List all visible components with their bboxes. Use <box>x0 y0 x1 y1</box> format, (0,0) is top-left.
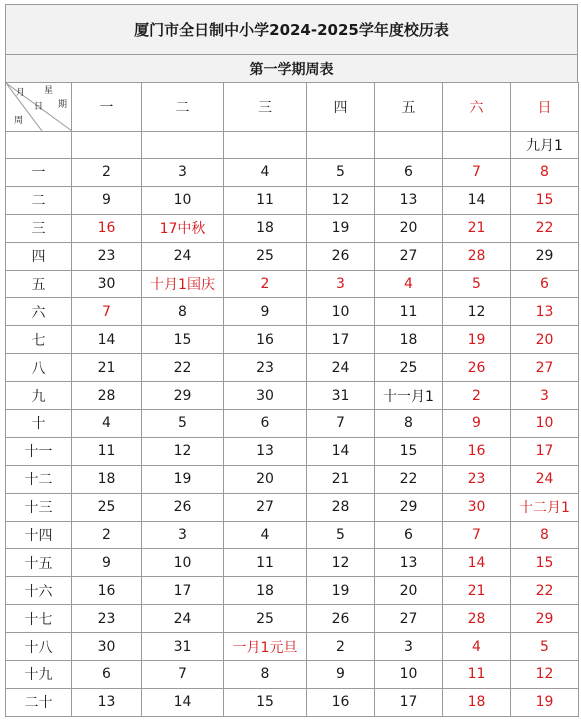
day-cell: 24 <box>142 605 224 633</box>
day-cell: 29 <box>142 382 224 410</box>
corner-period-label: 期 <box>58 100 68 110</box>
week-number-cell: 八 <box>6 354 72 382</box>
day-cell: 17 <box>511 437 579 465</box>
day-cell: 31 <box>142 633 224 661</box>
pre-week-row <box>6 132 579 159</box>
day-cell: 28 <box>443 242 511 270</box>
calendar-body <box>6 132 579 717</box>
day-cell: 21 <box>443 214 511 242</box>
week-number-cell: 一 <box>6 159 72 187</box>
week-number-cell: 三 <box>6 214 72 242</box>
header-row <box>6 83 579 132</box>
day-cell: 30 <box>72 270 142 298</box>
week-row <box>6 437 579 465</box>
week-row <box>6 159 579 187</box>
week-cell <box>6 132 72 159</box>
day-cell: 9 <box>307 661 375 689</box>
day-cell: 9 <box>72 186 142 214</box>
day-cell: 9 <box>443 410 511 438</box>
week-number-cell: 十八 <box>6 633 72 661</box>
day-cell: 18 <box>72 465 142 493</box>
day-cell: 16 <box>72 577 142 605</box>
day-cell: 26 <box>307 605 375 633</box>
day-cell: 十月1国庆 <box>142 270 224 298</box>
day-cell: 6 <box>72 661 142 689</box>
day-cell: 16 <box>307 688 375 716</box>
school-calendar <box>5 4 578 717</box>
day-cell: 31 <box>307 382 375 410</box>
day-cell: 一月1元旦 <box>224 633 307 661</box>
day-cell: 14 <box>443 186 511 214</box>
week-row <box>6 382 579 410</box>
calendar-table <box>5 82 579 717</box>
week-row <box>6 186 579 214</box>
day-cell: 12 <box>307 549 375 577</box>
day-cell: 16 <box>443 437 511 465</box>
day-cell: 15 <box>224 688 307 716</box>
day-cell: 5 <box>443 270 511 298</box>
day-cell: 27 <box>511 354 579 382</box>
day-cell: 11 <box>224 549 307 577</box>
day-cell: 12 <box>307 186 375 214</box>
week-number-cell: 十五 <box>6 549 72 577</box>
day-cell: 25 <box>72 493 142 521</box>
day-cell: 5 <box>307 521 375 549</box>
day-cell: 19 <box>443 326 511 354</box>
day-cell: 18 <box>443 688 511 716</box>
day-cell: 13 <box>375 549 443 577</box>
day-cell: 6 <box>375 159 443 187</box>
week-number-cell: 五 <box>6 270 72 298</box>
day-cell: 7 <box>72 298 142 326</box>
day-cell: 10 <box>142 549 224 577</box>
day-cell: 29 <box>511 605 579 633</box>
weekday-header-fri: 五 <box>375 83 443 132</box>
day-cell: 26 <box>307 242 375 270</box>
day-cell: 23 <box>72 605 142 633</box>
day-cell: 2 <box>72 521 142 549</box>
day-cell: 11 <box>72 437 142 465</box>
day-cell: 27 <box>375 605 443 633</box>
day-cell: 18 <box>224 577 307 605</box>
day-cell: 22 <box>375 465 443 493</box>
day-cell: 2 <box>224 270 307 298</box>
day-cell: 14 <box>307 437 375 465</box>
weekday-header-tue: 二 <box>142 83 224 132</box>
weekday-header-mon: 一 <box>72 83 142 132</box>
day-cell: 25 <box>375 354 443 382</box>
week-row <box>6 521 579 549</box>
day-cell: 11 <box>224 186 307 214</box>
day-cell: 28 <box>443 605 511 633</box>
day-cell: 九月1 <box>511 132 579 159</box>
day-cell: 5 <box>511 633 579 661</box>
day-cell: 19 <box>142 465 224 493</box>
week-row <box>6 605 579 633</box>
week-number-cell: 十三 <box>6 493 72 521</box>
day-cell: 23 <box>443 465 511 493</box>
corner-month-label: 月 <box>16 88 26 98</box>
week-row <box>6 298 579 326</box>
day-cell: 24 <box>511 465 579 493</box>
day-cell: 8 <box>375 410 443 438</box>
day-cell: 28 <box>307 493 375 521</box>
week-number-cell: 十七 <box>6 605 72 633</box>
day-cell: 25 <box>224 242 307 270</box>
week-row <box>6 688 579 716</box>
day-cell: 22 <box>511 214 579 242</box>
day-cell: 17 <box>307 326 375 354</box>
day-cell: 18 <box>375 326 443 354</box>
day-cell: 19 <box>511 688 579 716</box>
corner-day-label: 日 <box>34 102 44 112</box>
day-cell: 21 <box>443 577 511 605</box>
day-cell: 8 <box>511 521 579 549</box>
day-cell: 6 <box>511 270 579 298</box>
day-cell: 4 <box>72 410 142 438</box>
day-cell: 17 <box>142 577 224 605</box>
page-title: 厦门市全日制中小学2024-2025学年度校历表 <box>5 4 578 54</box>
day-cell: 4 <box>443 633 511 661</box>
day-cell: 3 <box>142 521 224 549</box>
day-cell: 5 <box>142 410 224 438</box>
day-cell: 2 <box>307 633 375 661</box>
day-cell: 8 <box>224 661 307 689</box>
day-cell: 10 <box>511 410 579 438</box>
day-cell: 10 <box>307 298 375 326</box>
weekday-header-sun: 日 <box>511 83 579 132</box>
week-number-cell: 七 <box>6 326 72 354</box>
day-cell: 7 <box>307 410 375 438</box>
day-cell: 22 <box>511 577 579 605</box>
week-number-cell: 十六 <box>6 577 72 605</box>
day-cell: 8 <box>511 159 579 187</box>
day-cell: 30 <box>443 493 511 521</box>
day-cell: 20 <box>375 577 443 605</box>
day-cell <box>307 132 375 159</box>
corner-week-label: 周 <box>14 116 24 126</box>
week-number-cell: 十九 <box>6 661 72 689</box>
day-cell: 20 <box>511 326 579 354</box>
week-row <box>6 270 579 298</box>
semester-subtitle: 第一学期周表 <box>5 54 578 82</box>
day-cell <box>375 132 443 159</box>
week-row <box>6 326 579 354</box>
day-cell: 3 <box>142 159 224 187</box>
week-row <box>6 661 579 689</box>
day-cell: 14 <box>443 549 511 577</box>
week-number-cell: 十一 <box>6 437 72 465</box>
day-cell: 28 <box>72 382 142 410</box>
day-cell: 3 <box>511 382 579 410</box>
day-cell: 27 <box>375 242 443 270</box>
day-cell: 24 <box>307 354 375 382</box>
day-cell: 11 <box>443 661 511 689</box>
weekday-header-wed: 三 <box>224 83 307 132</box>
day-cell: 4 <box>224 159 307 187</box>
day-cell: 20 <box>224 465 307 493</box>
day-cell: 5 <box>307 159 375 187</box>
day-cell: 15 <box>511 549 579 577</box>
weekday-header-thu: 四 <box>307 83 375 132</box>
day-cell: 4 <box>375 270 443 298</box>
day-cell: 6 <box>224 410 307 438</box>
day-cell: 29 <box>375 493 443 521</box>
week-number-cell: 六 <box>6 298 72 326</box>
weekday-header-sat: 六 <box>443 83 511 132</box>
day-cell: 13 <box>511 298 579 326</box>
day-cell: 2 <box>443 382 511 410</box>
day-cell: 14 <box>142 688 224 716</box>
week-row <box>6 354 579 382</box>
week-row <box>6 242 579 270</box>
day-cell: 4 <box>224 521 307 549</box>
day-cell: 21 <box>72 354 142 382</box>
corner-header-cell <box>6 83 72 132</box>
day-cell: 12 <box>443 298 511 326</box>
day-cell: 25 <box>224 605 307 633</box>
week-number-cell: 九 <box>6 382 72 410</box>
day-cell: 13 <box>375 186 443 214</box>
day-cell: 15 <box>142 326 224 354</box>
day-cell: 7 <box>443 521 511 549</box>
day-cell: 3 <box>307 270 375 298</box>
day-cell: 23 <box>224 354 307 382</box>
day-cell <box>72 132 142 159</box>
day-cell: 30 <box>224 382 307 410</box>
day-cell <box>224 132 307 159</box>
day-cell: 9 <box>72 549 142 577</box>
day-cell: 6 <box>375 521 443 549</box>
day-cell <box>142 132 224 159</box>
corner-star-label: 星 <box>44 86 54 96</box>
day-cell: 30 <box>72 633 142 661</box>
day-cell: 14 <box>72 326 142 354</box>
day-cell: 7 <box>443 159 511 187</box>
day-cell: 27 <box>224 493 307 521</box>
week-number-cell: 四 <box>6 242 72 270</box>
week-number-cell: 二 <box>6 186 72 214</box>
day-cell: 19 <box>307 214 375 242</box>
week-row <box>6 549 579 577</box>
week-row <box>6 410 579 438</box>
day-cell: 26 <box>142 493 224 521</box>
day-cell: 18 <box>224 214 307 242</box>
week-row <box>6 577 579 605</box>
week-row <box>6 214 579 242</box>
day-cell: 24 <box>142 242 224 270</box>
day-cell: 15 <box>375 437 443 465</box>
day-cell: 17 <box>375 688 443 716</box>
day-cell: 13 <box>72 688 142 716</box>
day-cell: 10 <box>142 186 224 214</box>
week-row <box>6 465 579 493</box>
day-cell: 23 <box>72 242 142 270</box>
day-cell: 26 <box>443 354 511 382</box>
day-cell: 8 <box>142 298 224 326</box>
day-cell: 3 <box>375 633 443 661</box>
day-cell: 29 <box>511 242 579 270</box>
day-cell: 十二月1 <box>511 493 579 521</box>
day-cell: 13 <box>224 437 307 465</box>
day-cell: 10 <box>375 661 443 689</box>
day-cell: 十一月1 <box>375 382 443 410</box>
day-cell: 12 <box>511 661 579 689</box>
week-row <box>6 493 579 521</box>
day-cell: 16 <box>224 326 307 354</box>
day-cell: 19 <box>307 577 375 605</box>
week-number-cell: 二十 <box>6 688 72 716</box>
day-cell: 22 <box>142 354 224 382</box>
day-cell: 2 <box>72 159 142 187</box>
day-cell: 16 <box>72 214 142 242</box>
day-cell: 15 <box>511 186 579 214</box>
day-cell: 21 <box>307 465 375 493</box>
day-cell: 20 <box>375 214 443 242</box>
week-number-cell: 十二 <box>6 465 72 493</box>
week-number-cell: 十四 <box>6 521 72 549</box>
day-cell: 17中秋 <box>142 214 224 242</box>
week-number-cell: 十 <box>6 410 72 438</box>
day-cell <box>443 132 511 159</box>
day-cell: 12 <box>142 437 224 465</box>
day-cell: 7 <box>142 661 224 689</box>
week-row <box>6 633 579 661</box>
day-cell: 11 <box>375 298 443 326</box>
day-cell: 9 <box>224 298 307 326</box>
